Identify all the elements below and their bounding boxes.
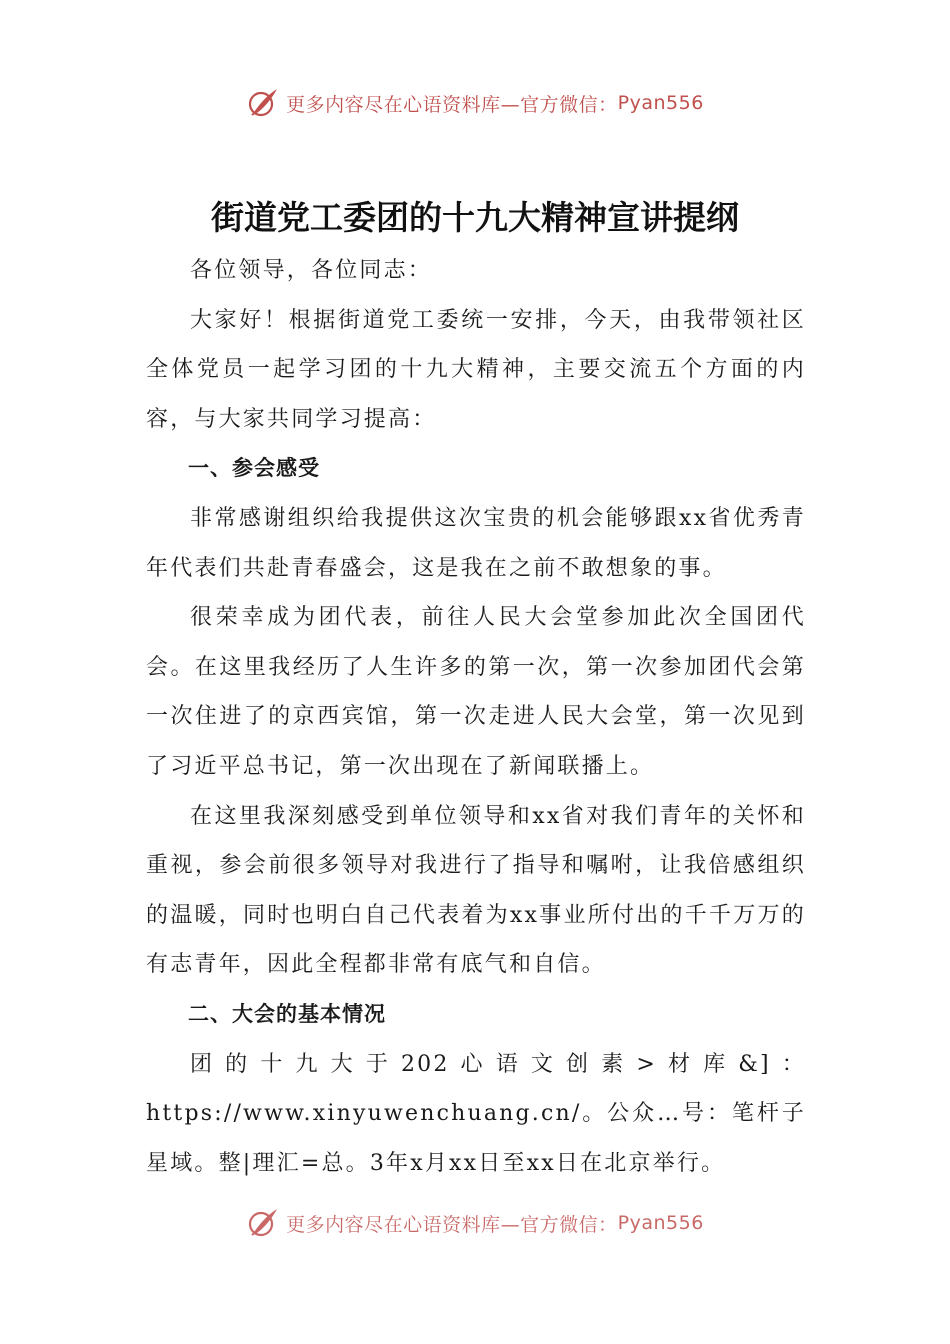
salutation: 各位领导，各位同志： (190, 258, 433, 283)
paragraph: 团的十九大于202心语文创素>材库&]：https://www.xinyuwenchuang.cn/。公众…号：笔杆子星域。整|理汇=总。3年x月xx日至xx日在北京举行。 (146, 1051, 806, 1176)
quill-pen-logo-icon (246, 86, 280, 120)
banner-text: 更多内容尽在心语资料库—官方微信： (286, 1213, 618, 1236)
section-heading-1: 一、参会感受 (188, 456, 320, 481)
paragraph: 非常感谢组织给我提供这次宝贵的机会能够跟xx省优秀青年代表们共赴青春盛会，这是我在之前不敢想象的事。 (146, 505, 806, 581)
quill-pen-logo-icon (246, 1206, 280, 1240)
page-title: 街道党工委团的十九大精神宣讲提纲 (211, 198, 739, 237)
section-heading-2: 二、大会的基本情况 (188, 1001, 386, 1026)
paragraph: 很荣幸成为团代表，前往人民大会堂参加此次全国团代会。在这里我经历了人生许多的第一次，第一次参加团代会第一次住进了的京西宾馆，第一次走进人民大会堂，第一次见到了习近平总书记，第一次出现在了新闻联播上。 (146, 605, 806, 779)
header-watermark-banner (0, 86, 950, 120)
banner-text: 更多内容尽在心语资料库—官方微信： (286, 93, 618, 116)
footer-watermark-banner (0, 1206, 950, 1240)
document-body (146, 246, 806, 1188)
paragraph: 在这里我深刻感受到单位领导和xx省对我们青年的关怀和重视，参会前很多领导对我进行了指导和嘱咐，让我倍感组织的温暖，同时也明白自己代表着为xx事业所付出的千千万万的有志青年，因此全程都非常有底气和自信。 (146, 803, 806, 978)
wechat-id: Pyan556 (617, 1212, 704, 1234)
intro-paragraph: 大家好！根据街道党工委统一安排，今天，由我带领社区全体党员一起学习团的十九大精神，主要交流五个方面的内容，与大家共同学习提高： (146, 307, 806, 432)
wechat-id: Pyan556 (617, 92, 704, 114)
